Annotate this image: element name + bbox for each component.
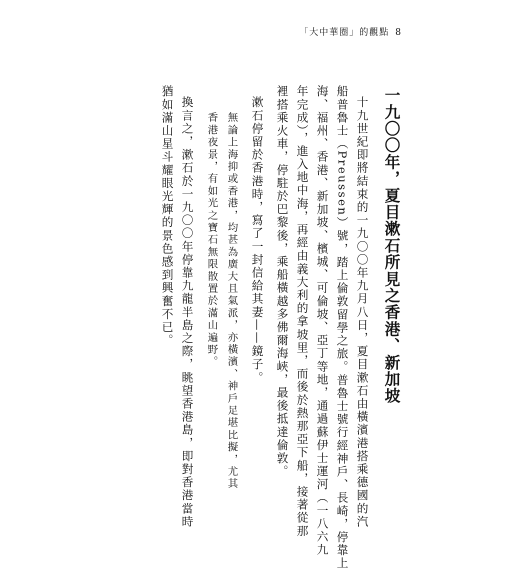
body-line: 船普魯士（Preussen）號，踏上倫敦留學之旅。普魯士號行經神戶、長崎，停靠上	[335, 85, 350, 570]
body-line: 海、福州、香港、新加坡、檳城、可倫坡、亞丁等地，通過蘇伊士運河（一八六九	[315, 85, 330, 557]
quote-line: 無論上海抑或香港，均甚為廣大且氣派，亦橫濱、神戶足堪比擬，尤其	[225, 112, 238, 491]
body-line: 漱石停留於香港時，寫了一封信給其妻——鏡子。	[250, 96, 265, 385]
body-line: 裡搭乘火車，停駐於巴黎後，乘船橫越多佛爾海峽，最後抵達倫敦。	[275, 85, 290, 478]
body-line: 年完成），進入地中海，再經由義大利的拿坡里，而後於熱那亞下船，接著從那	[295, 85, 310, 538]
body-line: 十九世紀即將結束的一九〇〇年九月八日，夏目漱石由橫濱港搭乘德國的汽	[355, 96, 370, 529]
running-header	[299, 25, 402, 38]
body-line: 換言之，漱石於一九〇〇年停靠九龍半島之際，眺望香港島，即對香港當時	[180, 96, 195, 529]
page-number: 8	[395, 28, 402, 38]
section-title: 一九〇〇年，夏目漱石所見之香港、新加坡	[382, 87, 402, 405]
quote-line: 香港夜景，有如光之寶石無限散置於滿山遍野。	[205, 112, 218, 369]
running-title: 「大中華圈」的觀點	[299, 28, 390, 38]
body-line: 猶如滿山星斗耀眼光輝的景色感到興奮不已。	[160, 85, 175, 347]
